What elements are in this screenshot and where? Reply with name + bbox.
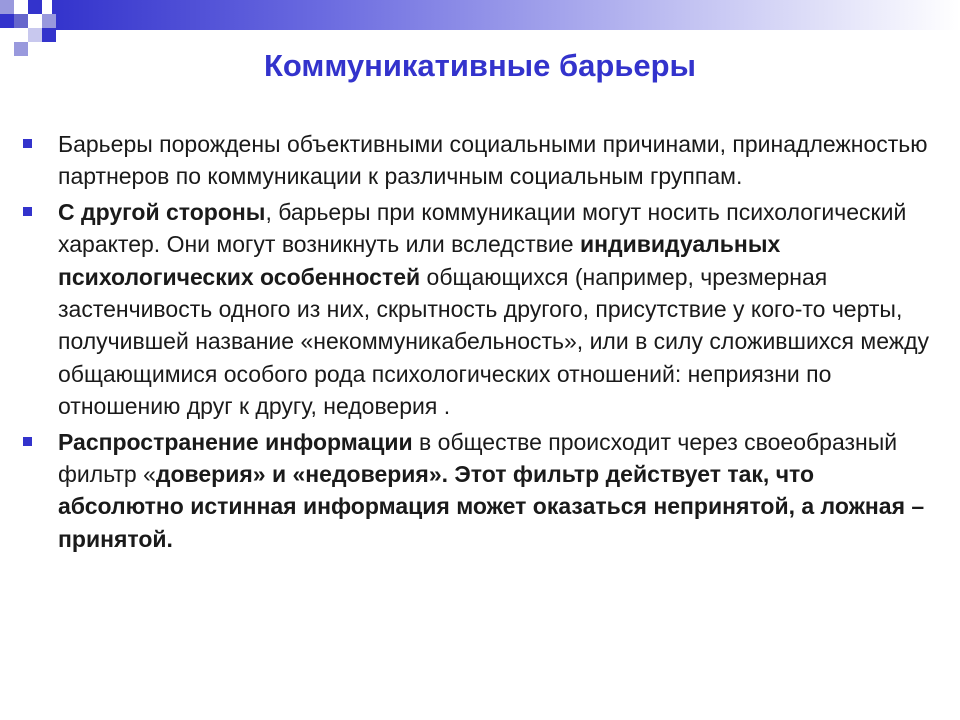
text-segment: в обществе происходит через своеобразный фильтр « <box>58 428 898 488</box>
decor-square <box>0 0 14 14</box>
bullet-item <box>20 128 940 193</box>
slide-title: Коммуникативные барьеры <box>263 48 697 83</box>
decor-square <box>14 0 28 14</box>
bold-text-segment: Распространение информации <box>58 428 413 455</box>
header-gradient-bar <box>52 0 960 30</box>
square-bullet-icon <box>23 437 32 446</box>
square-bullet-icon <box>23 139 32 148</box>
bullet-list <box>20 128 940 555</box>
decor-square <box>28 28 42 42</box>
bold-text-segment: С другой стороны <box>58 198 266 225</box>
decor-square <box>28 0 42 14</box>
decor-square <box>14 14 28 28</box>
bold-text-segment: доверия» и «недоверия». Этот фильтр действует так, что абсолютно истинная информация может оказаться непринятой, а ложная – принятой. <box>58 461 925 552</box>
bullet-item <box>20 196 940 423</box>
text-segment: , барьеры при коммуникации могут носить психологический характер. Они могут возникнуть или вследствие <box>58 198 907 258</box>
bullet-item <box>20 426 940 556</box>
square-bullet-icon <box>23 207 32 216</box>
decor-square <box>42 28 56 42</box>
decor-square <box>28 14 42 28</box>
decor-square <box>42 14 56 28</box>
decor-square <box>0 14 14 28</box>
bold-text-segment: индивидуальных психологических особенностей <box>58 231 781 290</box>
text-segment: Барьеры порождены объективными социальными причинами, принадлежностью партнеров по коммуникации к различным социальным группам. <box>58 131 928 190</box>
text-segment: общающихся (например, чрезмерная застенчивость одного из них, скрытность другого, присутствие у кого-то черты, получившей название «некоммуникабельность», или в силу сложившихся между общающимися особого рода психологических отношений: неприязни по отношению друг к другу, недоверия . <box>58 263 930 420</box>
